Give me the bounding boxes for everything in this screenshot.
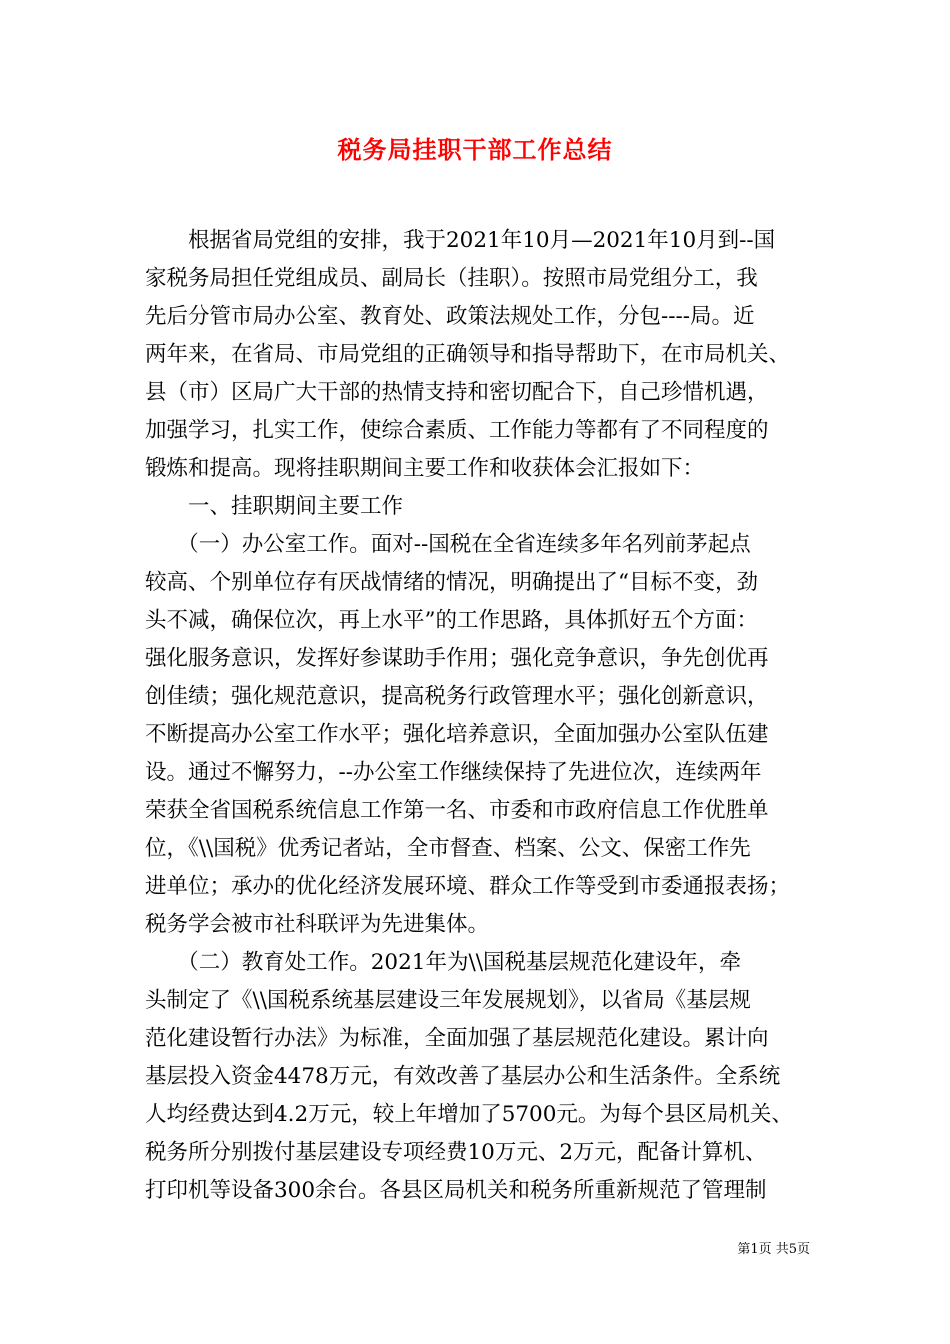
body-line: 税务学会被市社科联评为先进集体。 (145, 912, 490, 937)
body-line: 头制定了《\\国税系统基层建设三年发展规划》，以省局《基层规 (145, 988, 751, 1013)
document-title: 税务局挂职干部工作总结 (337, 135, 613, 164)
body-line: 范化建设暂行办法》为标准，全面加强了基层规范化建设。累计向 (145, 1026, 769, 1051)
body-line: 税务所分别拨付基层建设专项经费10万元、2万元，配备计算机、 (145, 1140, 767, 1165)
body-line: 设。通过不懈努力，--办公室工作继续保持了先进位次，连续两年 (145, 760, 762, 785)
body-line: 两年来，在省局、市局党组的正确领导和指导帮助下，在市局机关、 (145, 342, 791, 367)
body-line: 人均经费达到4.2万元，较上年增加了5700元。为每个县区局机关、 (145, 1102, 793, 1127)
body-line: 县（市）区局广大干部的热情支持和密切配合下，自己珍惜机遇， (145, 380, 769, 405)
body-line: 进单位；承办的优化经济发展环境、群众工作等受到市委通报表扬； (145, 874, 791, 899)
body-line: 荣获全省国税系统信息工作第一名、市委和市政府信息工作优胜单 (145, 798, 769, 823)
body-line: 基层投入资金4478万元，有效改善了基层办公和生活条件。全系统 (145, 1064, 781, 1089)
body-line: 先后分管市局办公室、教育处、政策法规处工作，分包----局。近 (145, 304, 755, 329)
body-line: 打印机等设备300余台。各县区局机关和税务所重新规范了管理制 (145, 1178, 767, 1203)
body-line: 加强学习，扎实工作，使综合素质、工作能力等都有了不同程度的 (145, 418, 769, 443)
body-line: 锻炼和提高。现将挂职期间主要工作和收获体会汇报如下： (145, 456, 705, 481)
body-line: （二）教育处工作。2021年为\\国税基层规范化建设年，牵 (145, 950, 741, 975)
body-line: 根据省局党组的安排，我于2021年10月—2021年10月到--国 (145, 228, 776, 253)
body-line: 不断提高办公室工作水平；强化培养意识，全面加强办公室队伍建 (145, 722, 769, 747)
body-line: 较高、个别单位存有厌战情绪的情况，明确提出了“目标不变，劲 (145, 570, 758, 595)
body-line: 位，《\\国税》优秀记者站，全市督查、档案、公文、保密工作先 (145, 836, 751, 861)
section-heading: 一、挂职期间主要工作 (145, 494, 404, 519)
body-line: 头不减，确保位次，再上水平”的工作思路，具体抓好五个方面： (145, 608, 758, 633)
body-line: 家税务局担任党组成员、副局长（挂职）。按照市局党组分工，我 (145, 266, 758, 291)
body-line: 创佳绩；强化规范意识，提高税务行政管理水平；强化创新意识， (145, 684, 769, 709)
body-line: （一）办公室工作。面对--国税在全省连续多年名列前茅起点 (145, 532, 751, 557)
page-number: 第1页 共5页 (737, 1242, 810, 1257)
body-line: 强化服务意识，发挥好参谋助手作用；强化竞争意识，争先创优再 (145, 646, 769, 671)
